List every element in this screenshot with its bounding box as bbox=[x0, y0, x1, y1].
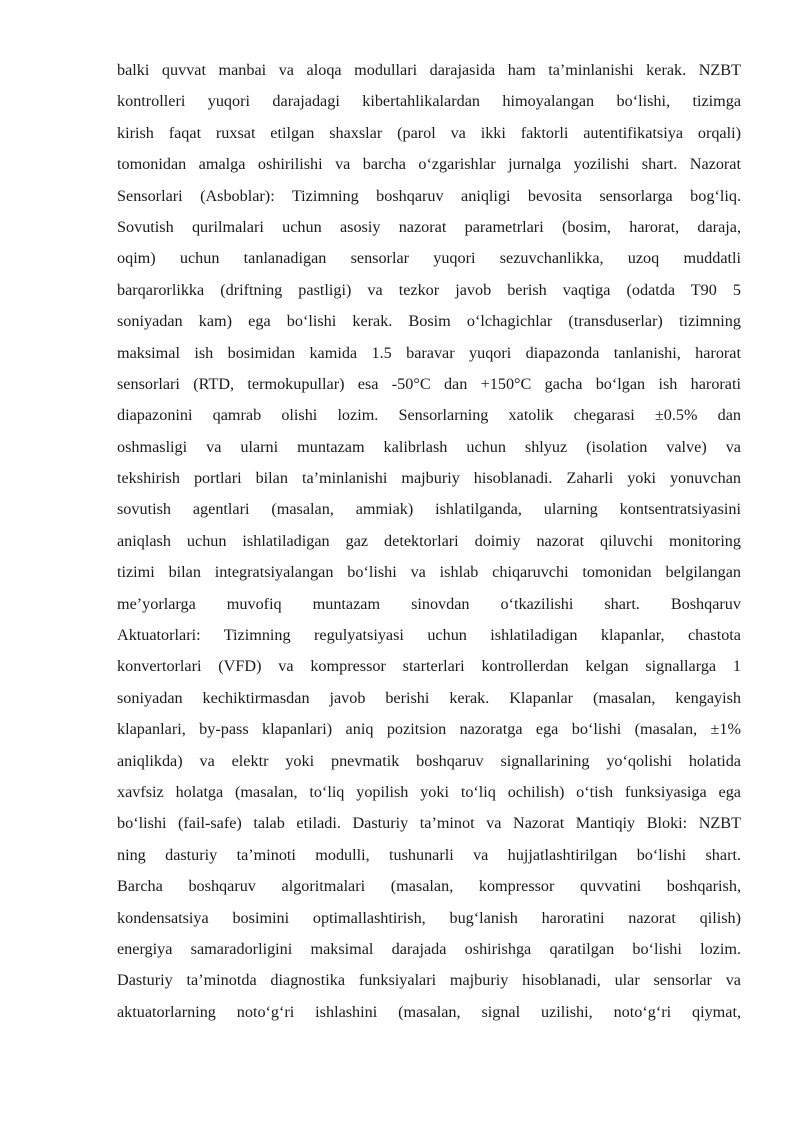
text-line: meʼyorlarga muvofiq muntazam sinovdan oʻtkazilishi shart. Boshqaruv bbox=[117, 594, 741, 613]
text-line: sensorlari (RTD, termokupullar) esa -50°C dan +150°C gacha boʻlgan ish harorati bbox=[117, 374, 741, 393]
text-line: Dasturiy taʼminotda diagnostika funksiyalari majburiy hisoblanadi, ular sensorlar va bbox=[117, 971, 741, 990]
body-paragraph bbox=[117, 55, 741, 1028]
text-line: energiya samaradorligini maksimal darajada oshirishga qaratilgan boʻlishi lozim. bbox=[117, 939, 741, 958]
text-line: kirish faqat ruxsat etilgan shaxslar (parol va ikki faktorli autentifikatsiya orqali) bbox=[117, 123, 741, 142]
text-line: konvertorlari (VFD) va kompressor starterlari kontrollerdan kelgan signallarga 1 bbox=[117, 657, 741, 676]
text-line: oqim) uchun tanlanadigan sensorlar yuqori sezuvchanlikka, uzoq muddatli bbox=[117, 249, 741, 268]
text-line: tekshirish portlari bilan taʼminlanishi majburiy hisoblanadi. Zaharli yoki yonuvchan bbox=[117, 469, 741, 488]
text-line: Barcha boshqaruv algoritmalari (masalan, kompressor quvvatini boshqarish, bbox=[117, 877, 741, 896]
text-line: Sensorlari (Asboblar): Tizimning boshqaruv aniqligi bevosita sensorlarga bogʻliq. bbox=[117, 186, 741, 205]
text-line: boʻlishi (fail-safe) talab etiladi. Dasturiy taʼminot va Nazorat Mantiqiy Bloki: NZBT bbox=[117, 814, 741, 833]
text-line: kondensatsiya bosimini optimallashtirish, bugʻlanish haroratini nazorat qilish) bbox=[117, 908, 741, 927]
text-line: aniqlash uchun ishlatiladigan gaz detektorlari doimiy nazorat qiluvchi monitoring bbox=[117, 531, 741, 550]
text-line: tizimi bilan integratsiyalangan boʻlishi va ishlab chiqaruvchi tomonidan belgilangan bbox=[117, 563, 741, 582]
text-line: maksimal ish bosimidan kamida 1.5 baravar yuqori diapazonda tanlanishi, harorat bbox=[117, 343, 741, 362]
text-line: Sovutish qurilmalari uchun asosiy nazorat parametrlari (bosim, harorat, daraja, bbox=[117, 217, 741, 236]
text-line: kontrolleri yuqori darajadagi kibertahlikalardan himoyalangan boʻlishi, tizimga bbox=[117, 92, 741, 111]
text-line: Aktuatorlari: Tizimning regulyatsiyasi uchun ishlatiladigan klapanlar, chastota bbox=[117, 626, 741, 645]
text-line: balki quvvat manbai va aloqa modullari darajasida ham taʼminlanishi kerak. NZBT bbox=[117, 61, 741, 79]
text-line: soniyadan kam) ega boʻlishi kerak. Bosim oʻlchagichlar (transduserlar) tizimning bbox=[117, 312, 741, 331]
text-line: tomonidan amalga oshirilishi va barcha oʻzgarishlar jurnalga yozilishi shart. Nazorat bbox=[117, 155, 741, 174]
text-line: ning dasturiy taʼminoti modulli, tushunarli va hujjatlashtirilgan boʻlishi shart. bbox=[117, 845, 741, 864]
text-line: klapanlari, by-pass klapanlari) aniq pozitsion nazoratga ega boʻlishi (masalan, ±1% bbox=[117, 720, 741, 739]
text-line: oshmasligi va ularni muntazam kalibrlash uchun shlyuz (isolation valve) va bbox=[117, 437, 741, 456]
text-line: soniyadan kechiktirmasdan javob berishi kerak. Klapanlar (masalan, kengayish bbox=[117, 688, 741, 707]
text-line: diapazonini qamrab olishi lozim. Sensorlarning xatolik chegarasi ±0.5% dan bbox=[117, 406, 741, 425]
text-line: aniqlikda) va elektr yoki pnevmatik boshqaruv signallarining yoʻqolishi holatida bbox=[117, 751, 741, 770]
text-line: aktuatorlarning notoʻgʻri ishlashini (masalan, signal uzilishi, notoʻgʻri qiymat, bbox=[117, 1002, 741, 1021]
text-line: sovutish agentlari (masalan, ammiak) ishlatilganda, ularning kontsentratsiyasini bbox=[117, 500, 741, 519]
text-line: xavfsiz holatga (masalan, toʻliq yopilish yoki toʻliq ochilish) oʻtish funksiyasiga ega bbox=[117, 782, 741, 801]
text-line: barqarorlikka (driftning pastligi) va tezkor javob berish vaqtiga (odatda T90 5 bbox=[117, 280, 741, 299]
